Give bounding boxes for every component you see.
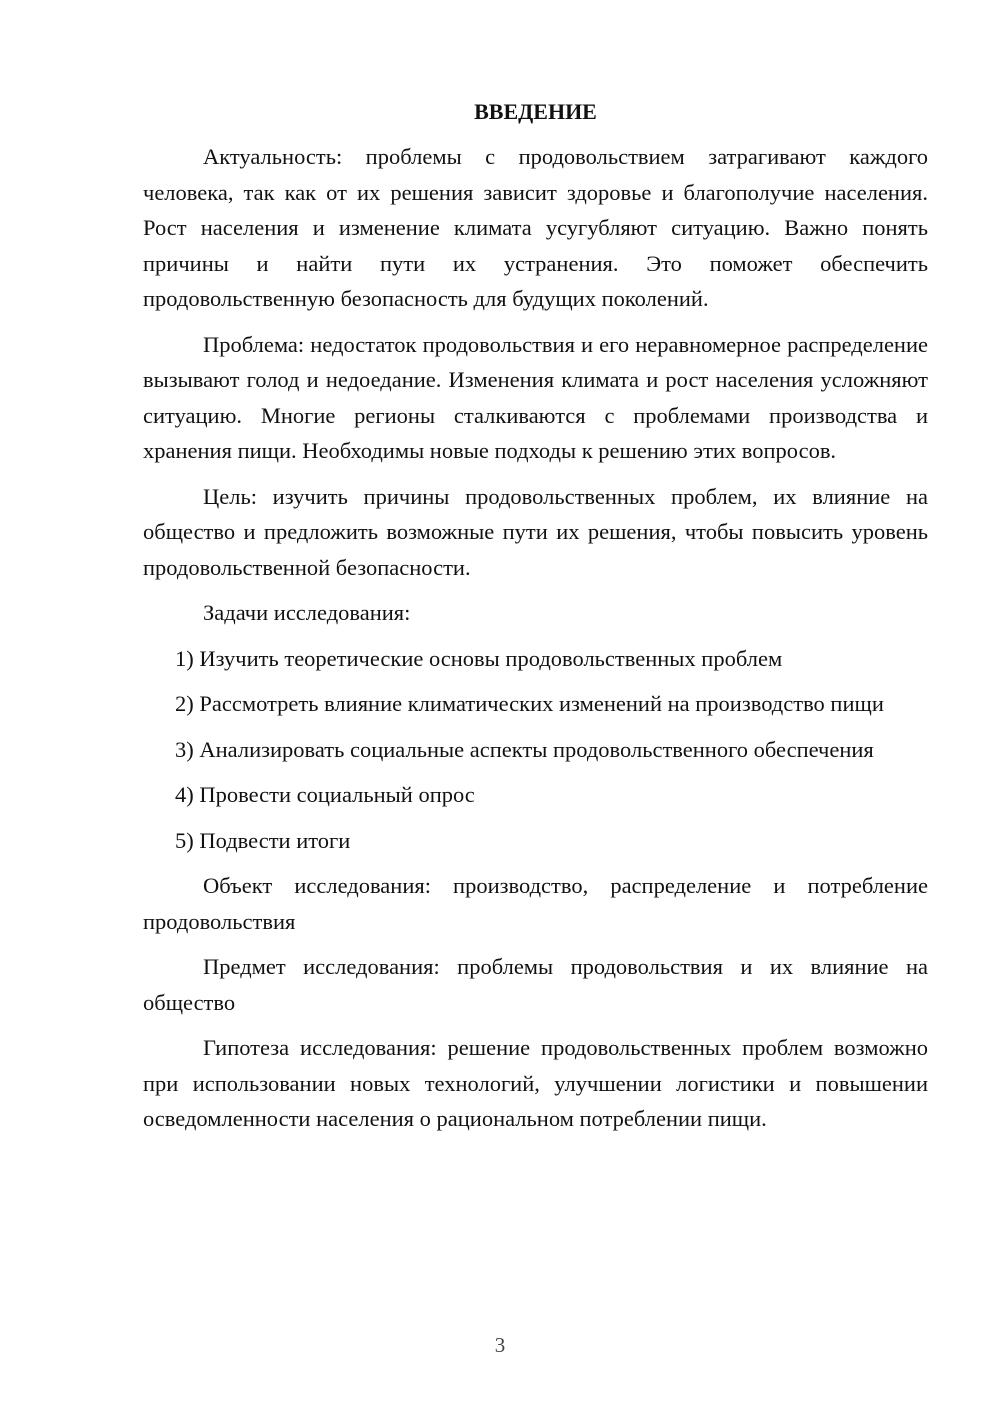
- task-item: 2) Рассмотреть влияние климатических изменений на производство пищи: [175, 691, 884, 716]
- subject-paragraph: Предмет исследования: проблемы продовольствия и их влияние на общество: [143, 954, 928, 1015]
- page-content: [143, 94, 928, 1147]
- task-item: 3) Анализировать социальные аспекты продовольственного обеспечения: [175, 736, 874, 762]
- object-paragraph: Объект исследования: производство, распределение и потребление продовольствия: [143, 873, 928, 934]
- problem-paragraph: Проблема: недостаток продовольствия и его неравномерное распределение вызывают голод и недоедание. Изменения климата и рост населения усложняют ситуацию. Многие регионы сталкиваются с проблемами производства и хранения пищи. Необходимы новые подходы к решению этих вопросов.: [143, 331, 928, 463]
- task-item: 5) Подвести итоги: [175, 827, 351, 853]
- goal-paragraph: Цель: изучить причины продовольственных проблем, их влияние на общество и предложить возможные пути их решения, чтобы повысить уровень продовольственной безопасности.: [143, 483, 928, 580]
- task-item: 4) Провести социальный опрос: [175, 782, 475, 807]
- relevance-paragraph: Актуальность: проблемы с продовольствием затрагивают каждого человека, так как от их решения зависит здоровье и благополучие населения. Рост населения и изменение климата усугубляют ситуацию. Важно понять причины и найти пути их устранения. Это поможет обеспечить продовольственную безопасность для будущих поколений.: [143, 144, 928, 311]
- section-title: ВВЕДЕНИЕ: [474, 99, 597, 124]
- tasks-heading: Задачи исследования:: [203, 600, 411, 625]
- hypothesis-paragraph: Гипотеза исследования: решение продовольственных проблем возможно при использовании новых технологий, улучшении логистики и повышении осведомленности населения о рациональном потреблении пищи.: [143, 1035, 928, 1131]
- page-number: 3: [494, 1333, 506, 1357]
- task-item: 1) Изучить теоретические основы продовольственных проблем: [175, 645, 783, 671]
